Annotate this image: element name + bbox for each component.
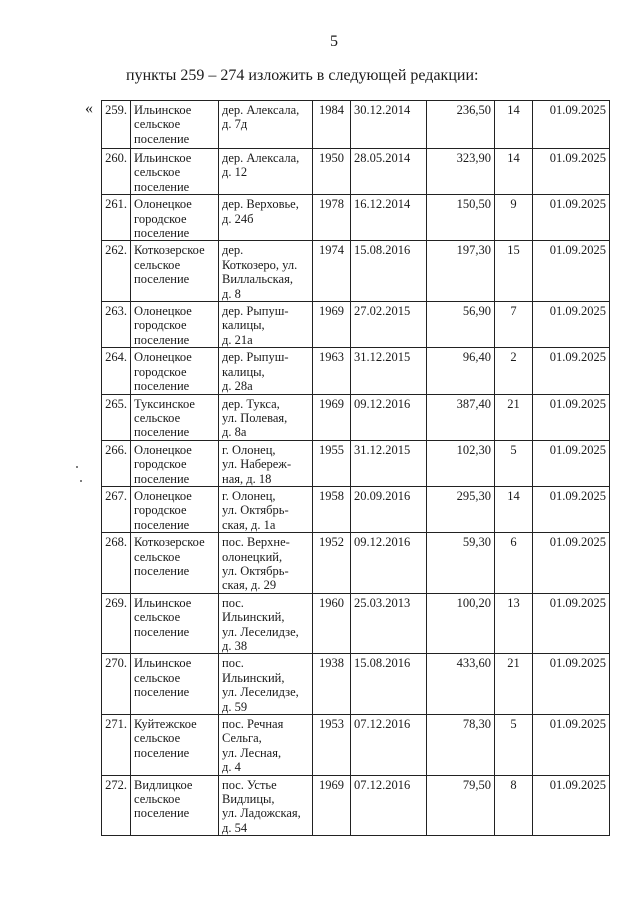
date-cell: 07.12.2016 [351,775,427,836]
table-row [102,533,610,594]
term-cell: 01.09.2025 [533,394,610,440]
address-cell: дер. Верховье, д. 24б [219,195,313,241]
address-cell: дер. Коткозеро, ул. Виллальская, д. 8 [219,241,313,302]
settlement-cell: Олонецкое городское поселение [131,195,219,241]
area-cell: 433,60 [427,654,495,715]
term-cell: 01.09.2025 [533,593,610,654]
table-row [102,715,610,776]
settlement-cell: Видлицкое сельское поселение [131,775,219,836]
term-cell: 01.09.2025 [533,241,610,302]
registry-body [102,101,610,836]
date-cell: 09.12.2016 [351,533,427,594]
date-cell: 30.12.2014 [351,101,427,149]
year-cell: 1958 [313,486,351,532]
intro-text: пункты 259 – 274 изложить в следующей редакции: [126,67,479,84]
settlement-cell: Ильинское сельское поселение [131,149,219,195]
area-cell: 236,50 [427,101,495,149]
area-cell: 56,90 [427,302,495,348]
year-cell: 1974 [313,241,351,302]
date-cell: 07.12.2016 [351,715,427,776]
table-row [102,302,610,348]
table-row [102,593,610,654]
count-cell: 5 [495,440,533,486]
date-cell: 09.12.2016 [351,394,427,440]
term-cell: 01.09.2025 [533,195,610,241]
address-cell: пос. Ильинский, ул. Леселидзе, д. 59 [219,654,313,715]
count-cell: 21 [495,394,533,440]
count-cell: 5 [495,715,533,776]
count-cell: 21 [495,654,533,715]
date-cell: 27.02.2015 [351,302,427,348]
term-cell: 01.09.2025 [533,486,610,532]
row-number: 265. [102,394,131,440]
date-cell: 31.12.2015 [351,440,427,486]
row-number: 269. [102,593,131,654]
row-number: 271. [102,715,131,776]
year-cell: 1969 [313,775,351,836]
settlement-cell: Олонецкое городское поселение [131,302,219,348]
table-row [102,654,610,715]
settlement-cell: Коткозерское сельское поселение [131,241,219,302]
count-cell: 6 [495,533,533,594]
table-row [102,394,610,440]
row-number: 270. [102,654,131,715]
table-row [102,195,610,241]
count-cell: 14 [495,486,533,532]
area-cell: 78,30 [427,715,495,776]
address-cell: дер. Алексала, д. 7д [219,101,313,149]
address-cell: дер. Рыпуш- калицы, д. 21а [219,302,313,348]
count-cell: 14 [495,101,533,149]
page-number: 5 [330,33,338,50]
settlement-cell: Ильинское сельское поселение [131,654,219,715]
row-number: 266. [102,440,131,486]
row-number: 264. [102,348,131,394]
address-cell: г. Олонец, ул. Октябрь- ская, д. 1а [219,486,313,532]
table-row [102,440,610,486]
opening-quote-mark: « [85,100,93,117]
address-cell: дер. Тукса, ул. Полевая, д. 8а [219,394,313,440]
row-number: 261. [102,195,131,241]
scan-speck [80,480,82,482]
settlement-cell: Ильинское сельское поселение [131,593,219,654]
settlement-cell: Коткозерское сельское поселение [131,533,219,594]
settlement-cell: Олонецкое городское поселение [131,486,219,532]
table-row [102,101,610,149]
year-cell: 1978 [313,195,351,241]
term-cell: 01.09.2025 [533,101,610,149]
area-cell: 59,30 [427,533,495,594]
year-cell: 1938 [313,654,351,715]
area-cell: 96,40 [427,348,495,394]
row-number: 260. [102,149,131,195]
term-cell: 01.09.2025 [533,715,610,776]
row-number: 272. [102,775,131,836]
address-cell: пос. Ильинский, ул. Леселидзе, д. 38 [219,593,313,654]
count-cell: 14 [495,149,533,195]
date-cell: 31.12.2015 [351,348,427,394]
year-cell: 1952 [313,533,351,594]
settlement-cell: Куйтежское сельское поселение [131,715,219,776]
row-number: 262. [102,241,131,302]
area-cell: 323,90 [427,149,495,195]
term-cell: 01.09.2025 [533,654,610,715]
address-cell: дер. Алексала, д. 12 [219,149,313,195]
year-cell: 1969 [313,302,351,348]
area-cell: 79,50 [427,775,495,836]
table-row [102,149,610,195]
year-cell: 1963 [313,348,351,394]
address-cell: пос. Речная Сельга, ул. Лесная, д. 4 [219,715,313,776]
table-row [102,486,610,532]
area-cell: 387,40 [427,394,495,440]
count-cell: 15 [495,241,533,302]
row-number: 263. [102,302,131,348]
area-cell: 100,20 [427,593,495,654]
count-cell: 13 [495,593,533,654]
year-cell: 1950 [313,149,351,195]
date-cell: 28.05.2014 [351,149,427,195]
address-cell: г. Олонец, ул. Набереж- ная, д. 18 [219,440,313,486]
scan-speck [76,466,78,468]
row-number: 259. [102,101,131,149]
housing-registry-table [101,100,610,836]
date-cell: 15.08.2016 [351,241,427,302]
row-number: 267. [102,486,131,532]
count-cell: 7 [495,302,533,348]
row-number: 268. [102,533,131,594]
term-cell: 01.09.2025 [533,440,610,486]
date-cell: 25.03.2013 [351,593,427,654]
term-cell: 01.09.2025 [533,533,610,594]
table-row [102,241,610,302]
settlement-cell: Олонецкое городское поселение [131,348,219,394]
settlement-cell: Олонецкое городское поселение [131,440,219,486]
date-cell: 15.08.2016 [351,654,427,715]
settlement-cell: Туксинское сельское поселение [131,394,219,440]
count-cell: 9 [495,195,533,241]
address-cell: пос. Верхне- олонецкий, ул. Октябрь- ская, д. 29 [219,533,313,594]
year-cell: 1955 [313,440,351,486]
address-cell: пос. Устье Видлицы, ул. Ладожская, д. 54 [219,775,313,836]
year-cell: 1969 [313,394,351,440]
term-cell: 01.09.2025 [533,348,610,394]
term-cell: 01.09.2025 [533,149,610,195]
year-cell: 1953 [313,715,351,776]
table-row [102,348,610,394]
count-cell: 8 [495,775,533,836]
area-cell: 150,50 [427,195,495,241]
settlement-cell: Ильинское сельское поселение [131,101,219,149]
address-cell: дер. Рыпуш- калицы, д. 28а [219,348,313,394]
year-cell: 1984 [313,101,351,149]
table-row [102,775,610,836]
year-cell: 1960 [313,593,351,654]
term-cell: 01.09.2025 [533,302,610,348]
area-cell: 197,30 [427,241,495,302]
count-cell: 2 [495,348,533,394]
area-cell: 295,30 [427,486,495,532]
date-cell: 16.12.2014 [351,195,427,241]
date-cell: 20.09.2016 [351,486,427,532]
area-cell: 102,30 [427,440,495,486]
term-cell: 01.09.2025 [533,775,610,836]
